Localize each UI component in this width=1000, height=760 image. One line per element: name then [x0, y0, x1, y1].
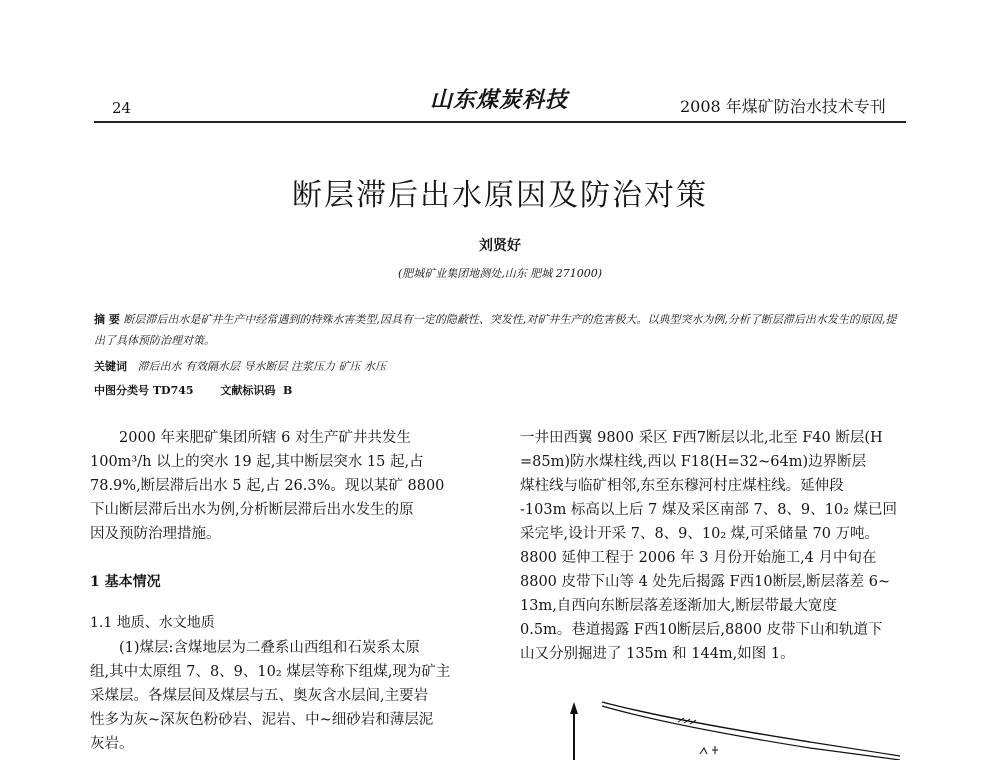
section-heading-1: 1 基本情况	[90, 574, 161, 590]
doc-code-label: 文献标识码	[220, 384, 276, 397]
keywords	[94, 358, 386, 374]
text-line: 采煤层。各煤层间及煤层与五、奥灰含水层间,主要岩	[90, 688, 429, 704]
text-line: 一井田西翼 9800 采区 F西7断层以北,北至 F40 断层(H	[520, 430, 883, 446]
author: 刘贤好	[479, 238, 521, 254]
figure-1-sketch	[560, 698, 900, 760]
page-number: 24	[112, 99, 132, 117]
fault-line-lower	[602, 706, 810, 748]
clc-value: TD745	[152, 384, 194, 397]
text-line: 煤柱线与临矿相邻,东至东穆河村庄煤柱线。延伸段	[520, 478, 844, 494]
text-line: 100m³/h 以上的突水 19 起,其中断层突水 15 起,占	[90, 454, 424, 470]
text-line: 8800 延伸工程于 2006 年 3 月份开始施工,4 月中旬在	[520, 550, 877, 566]
abstract-label: 摘 要	[94, 313, 120, 326]
affiliation: (肥城矿业集团地测处,山东 肥城 271000)	[397, 267, 603, 280]
clc-label: 中图分类号	[94, 384, 149, 397]
text-line: 因及预防治理措施。	[90, 526, 221, 542]
fault-line-upper	[602, 702, 810, 742]
paper-title: 断层滞后出水原因及防治对策	[292, 178, 708, 213]
abstract	[94, 309, 906, 351]
doc-code-value: B	[283, 384, 293, 397]
text-line: 性多为灰~深灰色粉砂岩、泥岩、中~细砂岩和薄层泥	[90, 712, 434, 728]
issue-title: 2008 年煤矿防治水技术专刊	[680, 97, 886, 116]
header-rule	[94, 121, 906, 123]
abstract-text: 断层滞后出水是矿井生产中经常遇到的特殊水害类型,因具有一定的隐蔽性、突发性,对矿井生产的危害极大。以典型突水为例,分析了断层滞后出水发生的原因,提出了具体预防治理对策。	[94, 313, 897, 347]
keywords-text: 滞后出水 有效隔水层 导水断层 注浆压力 矿压 水压	[137, 360, 386, 373]
text-line: 组,其中太原组 7、8、9、10₂ 煤层等称下组煤,现为矿主	[90, 664, 451, 680]
journal-logo: 山东煤炭科技	[430, 87, 569, 113]
section-heading-1-1: 1.1 地质、水文地质	[90, 615, 215, 631]
label-scribble	[700, 746, 718, 754]
text-line: -103m 标高以上后 7 煤及采区南部 7、8、9、10₂ 煤已回	[520, 502, 898, 518]
intro-paragraph	[90, 426, 486, 546]
north-arrow-head	[570, 702, 578, 714]
text-line: =85m)防水煤柱线,西以 F18(H=32~64m)边界断层	[520, 454, 867, 470]
classification	[94, 382, 292, 398]
text-line: 2000 年来肥矿集团所辖 6 对生产矿井共发生	[90, 430, 411, 446]
text-line: 山又分别掘进了 135m 和 144m,如图 1。	[520, 646, 795, 662]
text-line: 13m,自西向东断层落差逐渐加大,断层带最大宽度	[520, 598, 837, 614]
text-line: 78.9%,断层滞后出水 5 起,占 26.3%。现以某矿 8800	[90, 478, 445, 494]
text-line: 0.5m。巷道揭露 F西10断层后,8800 皮带下山和轨道下	[520, 622, 883, 638]
text-line: 8800 皮带下山等 4 处先后揭露 F西10断层,断层落差 6~	[520, 574, 891, 590]
text-line: (1)煤层:含煤地层为二叠系山西组和石炭系太原	[90, 640, 420, 656]
right-column-paragraph	[520, 426, 912, 666]
keywords-label: 关键词	[94, 360, 127, 373]
coal-seam-paragraph	[90, 636, 486, 756]
text-line: 灰岩。	[90, 736, 134, 752]
text-line: 采完毕,设计开采 7、8、9、10₂ 煤,可采储量 70 万吨。	[520, 526, 880, 542]
text-line: 下山断层滞后出水为例,分析断层滞后出水发生的原	[90, 502, 414, 518]
